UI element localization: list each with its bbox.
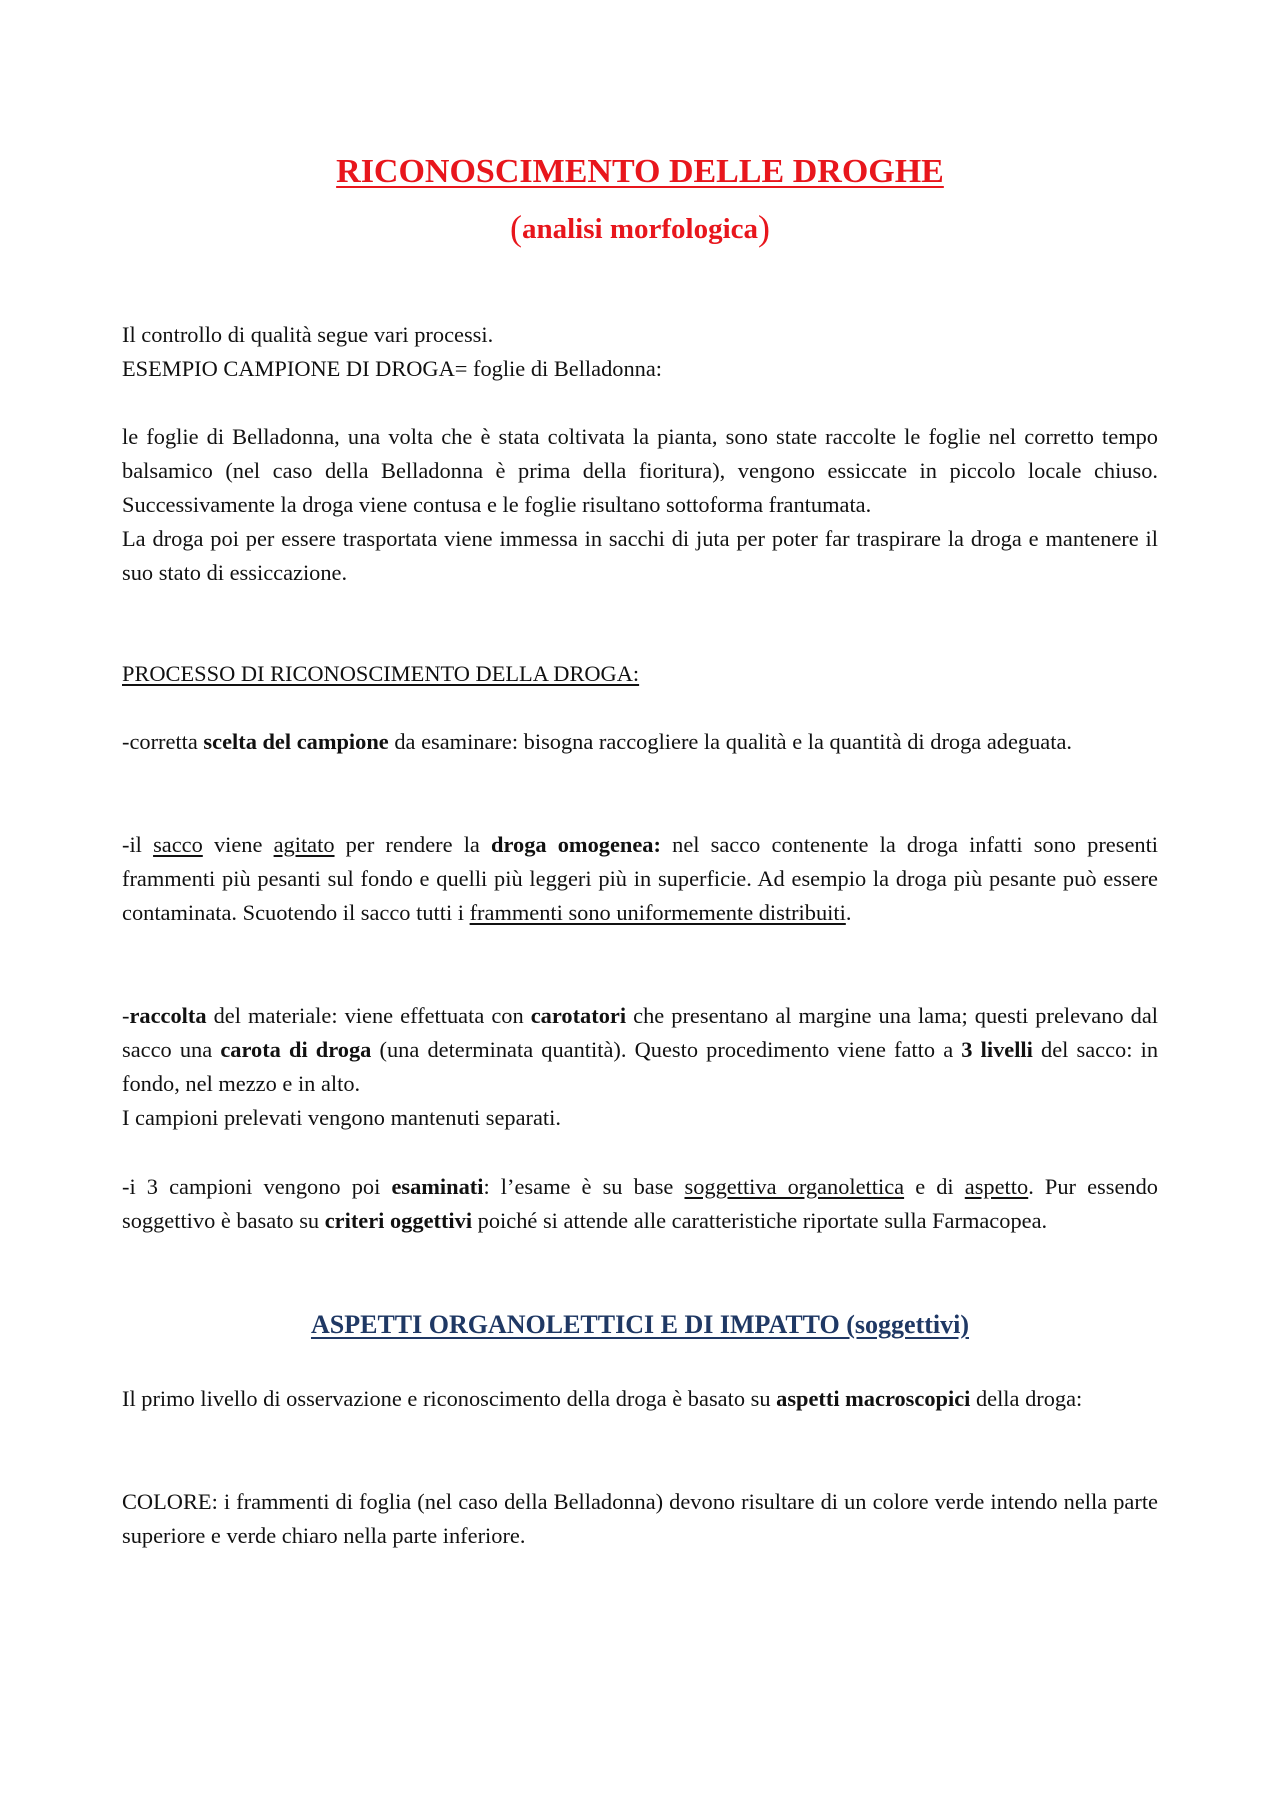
belladonna-text: le foglie di Belladonna, una volta che è stata coltivata la pianta, sono state raccolte le foglie nel corretto tempo balsamico (nel caso della Belladonna è prima della fioritura), vengono essiccate in piccolo locale chiuso. Successivamente la droga viene contusa e le foglie risultano sottoforma frantumata. [122, 424, 1158, 517]
intro-line-2: ESEMPIO CAMPIONE DI DROGA= foglie di Belladonna: [122, 356, 663, 381]
step2-text-a: -il [122, 832, 154, 857]
process-heading [122, 657, 1158, 691]
section-organoleptic-title: ASPETTI ORGANOLETTICI E DI IMPATTO (soggettivi) [310, 1310, 969, 1339]
macro-aspects-paragraph [122, 1382, 1158, 1416]
step4-underline-soggettiva: soggettiva organolettica [684, 1174, 905, 1199]
step-examination [122, 1170, 1158, 1238]
macro-text-a: Il primo livello di osservazione e riconoscimento della droga è basato su [122, 1386, 777, 1411]
step2-text-c: viene [202, 832, 274, 857]
step-sample-choice [122, 725, 1158, 759]
step4-text-a: -i 3 campioni vengono poi [122, 1174, 392, 1199]
step2-text-g: nel sacco contenente la droga infatti sono presenti frammenti più pesanti sul fondo e quelli più leggeri più in superficie. Ad esempio la droga più pesante può essere contaminata. Scuotendo il sacco tutti i [122, 832, 1159, 925]
step3-text-c: del materiale: viene effettuata con [206, 1003, 531, 1028]
step4-underline-aspetto: aspetto [964, 1174, 1029, 1199]
step-collection [122, 999, 1158, 1135]
step1-bold: scelta del campione [203, 729, 389, 754]
macro-text-c: della droga: [970, 1386, 1083, 1411]
intro-paragraph [122, 318, 1158, 386]
belladonna-text-2: La droga poi per essere trasportata viene immessa in sacchi di juta per poter far traspirare la droga e mantenere il suo stato di essiccazione. [122, 526, 1158, 585]
step4-text-i: poiché si attende alle caratteristiche riportate sulla Farmacopea. [472, 1208, 1048, 1233]
step3-bold-livelli: 3 livelli [961, 1037, 1033, 1062]
colore-paragraph [122, 1485, 1158, 1553]
step2-bold: droga omogenea: [491, 832, 661, 857]
subtitle-close-paren: ) [758, 208, 770, 248]
step3-bold-carotatori: carotatori [530, 1003, 627, 1028]
page-subtitle [122, 207, 1158, 250]
step3-text-i: del sacco: in fondo, nel mezzo e in alto. [122, 1037, 1159, 1096]
colore-text: COLORE: i frammenti di foglia (nel caso della Belladonna) devono risultare di un colore verde intendo nella parte superiore e verde chiaro nella parte inferiore. [122, 1489, 1158, 1548]
step-shake-bag [122, 828, 1158, 930]
subtitle-open-paren: ( [509, 208, 522, 248]
step1-text-a: -corretta [122, 729, 204, 754]
step4-bold-esaminati: esaminati [391, 1174, 484, 1199]
intro-line-1: Il controllo di qualità segue vari processi. [122, 322, 494, 347]
step3-bold-carota: carota di droga [220, 1037, 372, 1062]
process-heading-text: PROCESSO DI RICONOSCIMENTO DELLA DROGA: [122, 661, 640, 686]
step4-bold-criteri: criteri oggettivi [324, 1208, 473, 1233]
step4-text-e: e di [904, 1174, 965, 1199]
belladonna-paragraph [122, 420, 1158, 590]
step2-underline-distributed: frammenti sono uniformemente distribuiti [469, 900, 846, 925]
step4-text-g: . Pur essendo soggettivo è basato su [122, 1174, 1158, 1233]
macro-bold: aspetti macroscopici [776, 1386, 971, 1411]
step2-underline-agitato: agitato [273, 832, 335, 857]
step2-text-i: . [845, 900, 852, 925]
step4-text-c: : l’esame è su base [483, 1174, 685, 1199]
page-title: RICONOSCIMENTO DELLE DROGHE [336, 153, 944, 190]
step3-text-a: - [122, 1003, 130, 1028]
step3-text-e: che presentano al margine una lama; questi prelevano dal sacco una [122, 1003, 1158, 1062]
step3-bold-raccolta: raccolta [129, 1003, 207, 1028]
step1-text-c: da esaminare: bisogna raccogliere la qualità e la quantità di droga adeguata. [388, 729, 1072, 754]
step3-separate-line: I campioni prelevati vengono mantenuti separati. [122, 1105, 561, 1130]
subtitle-text: analisi morfologica [521, 213, 758, 245]
step2-text-e: per rendere la [334, 832, 492, 857]
step2-underline-sacco: sacco [153, 832, 203, 857]
step3-text-g: (una determinata quantità). Questo procedimento viene fatto a [371, 1037, 962, 1062]
